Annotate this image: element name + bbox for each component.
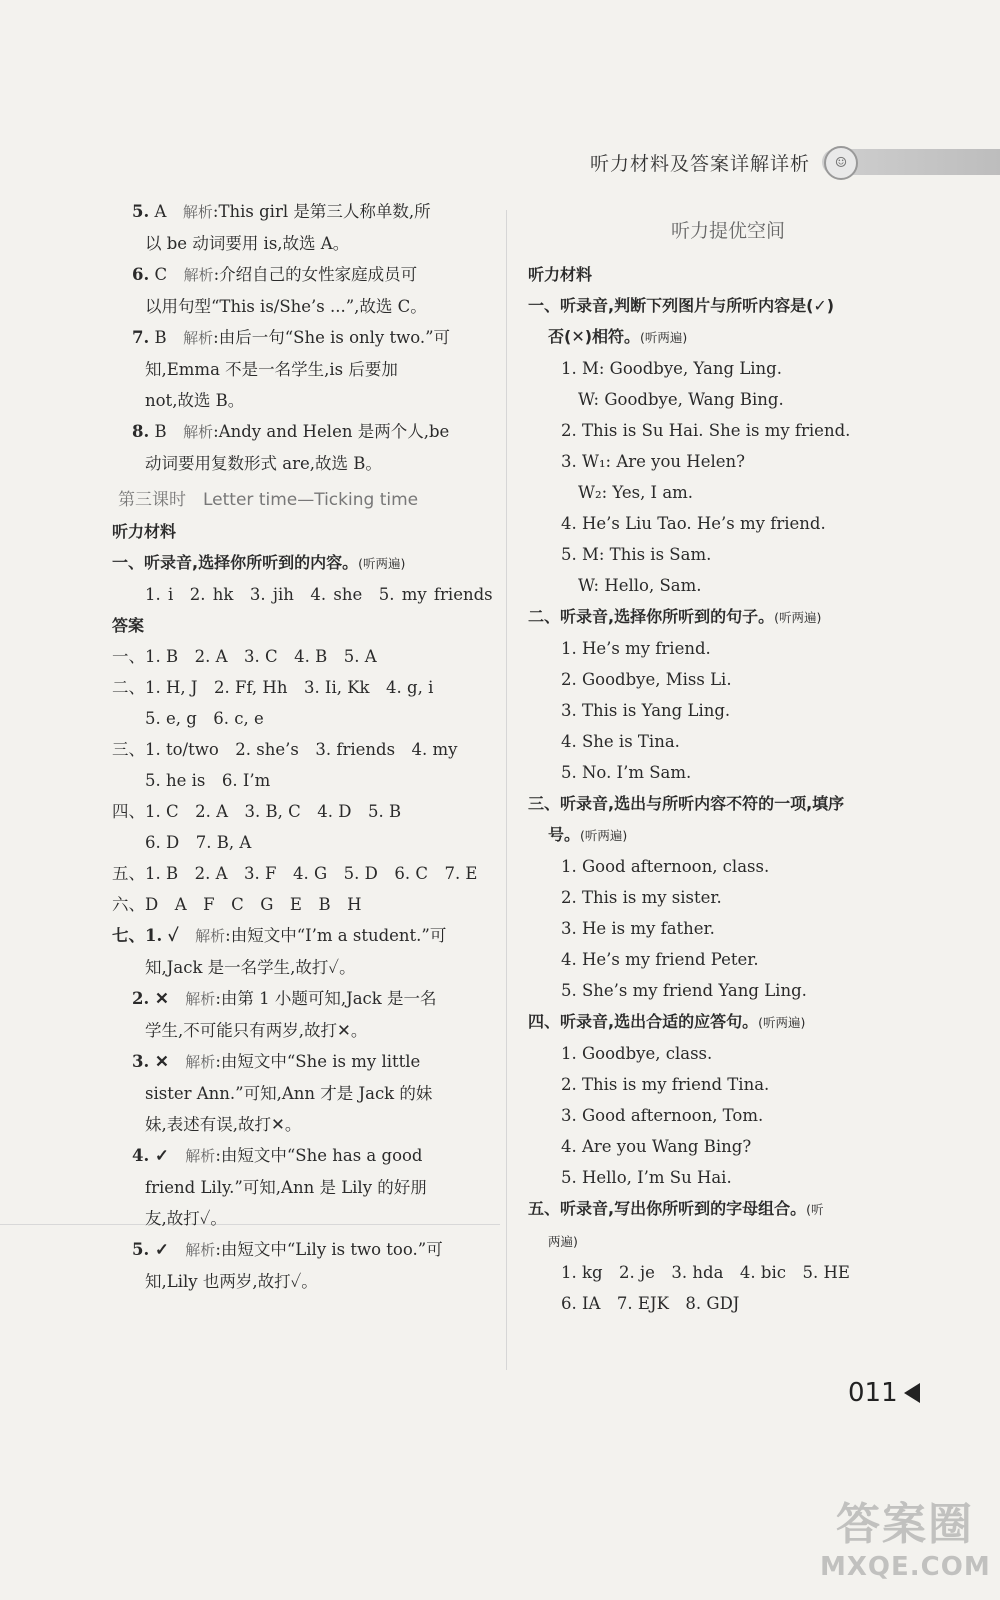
- left-column: [112, 196, 492, 1297]
- explanation-item: [112, 259, 492, 291]
- explanation-label: 解析: [185, 1241, 216, 1259]
- explanation-item: [112, 416, 492, 448]
- letter-group-line: 6. IA 7. EJK 8. GDJ: [561, 1294, 740, 1313]
- explanation-label: 解析: [185, 1053, 216, 1071]
- r-question-five-note: (听: [806, 1202, 824, 1217]
- explanation-continuation: 友,故打✓。: [145, 1209, 227, 1228]
- answer-line: 5. e, g 6. c, e: [112, 709, 264, 728]
- explanation-item: [112, 322, 492, 354]
- sentence-line: 5. Hello, I’m Su Hai.: [561, 1168, 732, 1187]
- sentence-line: 5. She’s my friend Yang Ling.: [561, 981, 807, 1000]
- answer-line: 一、1. B 2. A 3. C 4. B 5. A: [112, 647, 377, 666]
- explanation-text: :由第 1 小题可知,Jack 是一名: [215, 989, 437, 1008]
- sentence-line: 1. Good afternoon, class.: [561, 857, 770, 876]
- r-question-five-heading-cont: [528, 1225, 928, 1257]
- page-number: [848, 1378, 920, 1408]
- explanation-continuation: not,故选 B。: [145, 391, 245, 410]
- explanation-text: :由后一句“She is only two.”可: [213, 328, 451, 347]
- explanation-item: [112, 196, 492, 228]
- dialog-line: W: Goodbye, Wang Bing.: [578, 390, 784, 409]
- judgement-item: [112, 1234, 492, 1266]
- watermark-logo: [820, 1488, 990, 1588]
- question-one-text: 一、听录音,选择你所听到的内容。: [112, 553, 359, 572]
- item-answer: B: [154, 328, 167, 347]
- item-answer: B: [154, 422, 167, 441]
- explanation-label: 解析: [183, 423, 214, 441]
- sentence-line: 2. This is my friend Tina.: [561, 1075, 770, 1094]
- r-question-three-lines: [528, 851, 928, 1006]
- r-question-two-heading: [528, 601, 928, 633]
- dialog-line: 4. He’s Liu Tao. He’s my friend.: [561, 514, 826, 533]
- r-question-five-heading: [528, 1193, 928, 1225]
- explanation-continuation: 动词要用复数形式 are,故选 B。: [145, 454, 382, 473]
- sentence-line: 1. He’s my friend.: [561, 639, 711, 658]
- sentence-line: 4. Are you Wang Bing?: [561, 1137, 752, 1156]
- section-title: 听力提优空间: [670, 220, 785, 242]
- answer-heading: 答案: [112, 616, 145, 635]
- header-title: 听力材料及答案详解详析: [590, 152, 811, 175]
- item-number: 7.: [132, 328, 150, 347]
- explanation-continuation: 妹,表述有误,故打✕。: [145, 1115, 302, 1134]
- dialog-line: 2. This is Su Hai. She is my friend.: [561, 421, 851, 440]
- judgement-prefix: 3. ✕: [132, 1052, 169, 1071]
- explanation-text: :由短文中“She has a good: [215, 1146, 423, 1165]
- explanation-label: 解析: [183, 266, 214, 284]
- explanation-continuation: 知,Lily 也两岁,故打✓。: [145, 1272, 318, 1291]
- sentence-line: 4. He’s my friend Peter.: [561, 950, 759, 969]
- sentence-line: 4. She is Tina.: [561, 732, 680, 751]
- explanation-continuation: 知,Emma 不是一名学生,is 后要加: [145, 360, 398, 379]
- answer-list: [112, 641, 492, 920]
- answer-line: 二、1. H, J 2. Ff, Hh 3. Ii, Kk 4. g, i: [112, 678, 434, 697]
- r-question-five-text: 五、听录音,写出你所听到的字母组合。: [528, 1199, 807, 1218]
- explanation-label: 解析: [183, 329, 214, 347]
- item-answer: C: [154, 265, 168, 284]
- sentence-line: 2. Goodbye, Miss Li.: [561, 670, 732, 689]
- sentence-line: 3. Good afternoon, Tom.: [561, 1106, 764, 1125]
- explanation-label: 解析: [195, 927, 226, 945]
- answer-line: 三、1. to/two 2. she’s 3. friends 4. my: [112, 740, 458, 759]
- r-question-four-note: (听两遍): [758, 1015, 806, 1030]
- judgement-item: [112, 1046, 492, 1078]
- mascot-icon: ☺: [824, 146, 858, 180]
- letter-group-line: 1. kg 2. je 3. hda 4. bic 5. HE: [561, 1263, 850, 1282]
- r-question-one-note: (听两遍): [640, 330, 688, 345]
- lesson-title: 第三课时 Letter time—Ticking time: [118, 490, 419, 510]
- r-question-one-heading: 一、听录音,判断下列图片与所听内容是(✓): [528, 296, 835, 315]
- item-number: 5.: [132, 202, 150, 221]
- explanation-text: :由短文中“I’m a student.”可: [225, 926, 447, 945]
- answer-line: 5. he is 6. I’m: [112, 771, 271, 790]
- r-question-one-lines: [528, 353, 928, 601]
- right-column: [528, 212, 928, 1319]
- r-question-two-note: (听两遍): [774, 610, 822, 625]
- sentence-line: 3. This is Yang Ling.: [561, 701, 731, 720]
- listening-heading: 听力材料: [112, 522, 177, 541]
- dialog-line: 1. M: Goodbye, Yang Ling.: [561, 359, 782, 378]
- r-question-four-heading: [528, 1006, 928, 1038]
- explanation-continuation: 学生,不可能只有两岁,故打✕。: [145, 1021, 368, 1040]
- sentence-line: 1. Goodbye, class.: [561, 1044, 713, 1063]
- explanation-continuation: friend Lily.”可知,Ann 是 Lily 的好朋: [145, 1178, 427, 1197]
- sentence-line: 2. This is my sister.: [561, 888, 722, 907]
- judgement-prefix: 4. ✓: [132, 1146, 169, 1165]
- judgement-prefix: 5. ✓: [132, 1240, 169, 1259]
- answer-line: 6. D 7. B, A: [112, 833, 252, 852]
- explanation-continuation: 以 be 动词要用 is,故选 A。: [145, 234, 350, 253]
- dialog-line: W: Hello, Sam.: [578, 576, 702, 595]
- explanation-text: :介绍自己的女性家庭成员可: [213, 265, 418, 284]
- judgement-item: [112, 920, 492, 952]
- r-question-four-lines: [528, 1038, 928, 1193]
- question-one-items: 1. i 2. hk 3. jih 4. she 5. my friends: [145, 585, 493, 604]
- explanation-text: :Andy and Helen 是两个人,be: [213, 422, 450, 441]
- watermark-en: MXQE.COM: [820, 1552, 991, 1582]
- explanation-text: :由短文中“Lily is two too.”可: [215, 1240, 443, 1259]
- judgement-prefix: 七、1. ✓: [112, 926, 179, 945]
- answer-line: 四、1. C 2. A 3. B, C 4. D 5. B: [112, 802, 402, 821]
- item-number: 6.: [132, 265, 150, 284]
- dialog-line: 5. M: This is Sam.: [561, 545, 712, 564]
- sentence-line: 3. He is my father.: [561, 919, 715, 938]
- r-question-three-heading-cont: [528, 819, 928, 851]
- intro-items: [112, 196, 492, 479]
- page-header: [590, 148, 1000, 176]
- judgement-item: [112, 1140, 492, 1172]
- r-question-five-lines: [528, 1257, 928, 1319]
- explanation-label: 解析: [185, 1147, 216, 1165]
- right-listening-heading: 听力材料: [528, 265, 593, 284]
- item-number: 8.: [132, 422, 150, 441]
- r-question-one-text2: 否(✕)相符。: [548, 327, 641, 346]
- column-divider: [506, 210, 507, 1370]
- dialog-line: 3. W₁: Are you Helen?: [561, 452, 745, 471]
- item-answer: A: [154, 202, 167, 221]
- r-question-four-text: 四、听录音,选出合适的应答句。: [528, 1012, 759, 1031]
- sentence-line: 5. No. I’m Sam.: [561, 763, 692, 782]
- explanation-text: :由短文中“She is my little: [215, 1052, 421, 1071]
- watermark-cn: 答案圈: [836, 1499, 974, 1550]
- r-question-one-heading-cont: [528, 321, 928, 353]
- r-question-five-note2: 两遍): [548, 1234, 578, 1249]
- explanation-continuation: sister Ann.”可知,Ann 才是 Jack 的妹: [145, 1084, 433, 1103]
- explanation-label: 解析: [185, 990, 216, 1008]
- page-number-text: 011: [848, 1378, 898, 1408]
- question-one-note: (听两遍): [358, 556, 406, 571]
- r-question-three-text2: 号。: [548, 825, 581, 844]
- judgement-item: [112, 983, 492, 1015]
- question-seven-list: [112, 920, 492, 1297]
- dialog-line: W₂: Yes, I am.: [578, 483, 694, 502]
- explanation-label: 解析: [182, 203, 213, 221]
- r-question-three-note: (听两遍): [580, 828, 628, 843]
- explanation-continuation: 知,Jack 是一名学生,故打✓。: [145, 958, 356, 977]
- answer-line: 六、D A F C G E B H: [112, 895, 362, 914]
- explanation-continuation: 以用句型“This is/She’s ...”,故选 C。: [145, 297, 427, 316]
- question-one-heading: [112, 547, 492, 579]
- header-decor-bar: [822, 149, 1000, 175]
- judgement-prefix: 2. ✕: [132, 989, 169, 1008]
- r-question-three-heading: 三、听录音,选出与所听内容不符的一项,填序: [528, 794, 845, 813]
- answer-line: 五、1. B 2. A 3. F 4. G 5. D 6. C 7. E: [112, 864, 478, 883]
- explanation-text: :This girl 是第三人称单数,所: [212, 202, 431, 221]
- triangle-left-icon: [904, 1383, 920, 1403]
- r-question-two-text: 二、听录音,选择你所听到的句子。: [528, 607, 775, 626]
- r-question-two-lines: [528, 633, 928, 788]
